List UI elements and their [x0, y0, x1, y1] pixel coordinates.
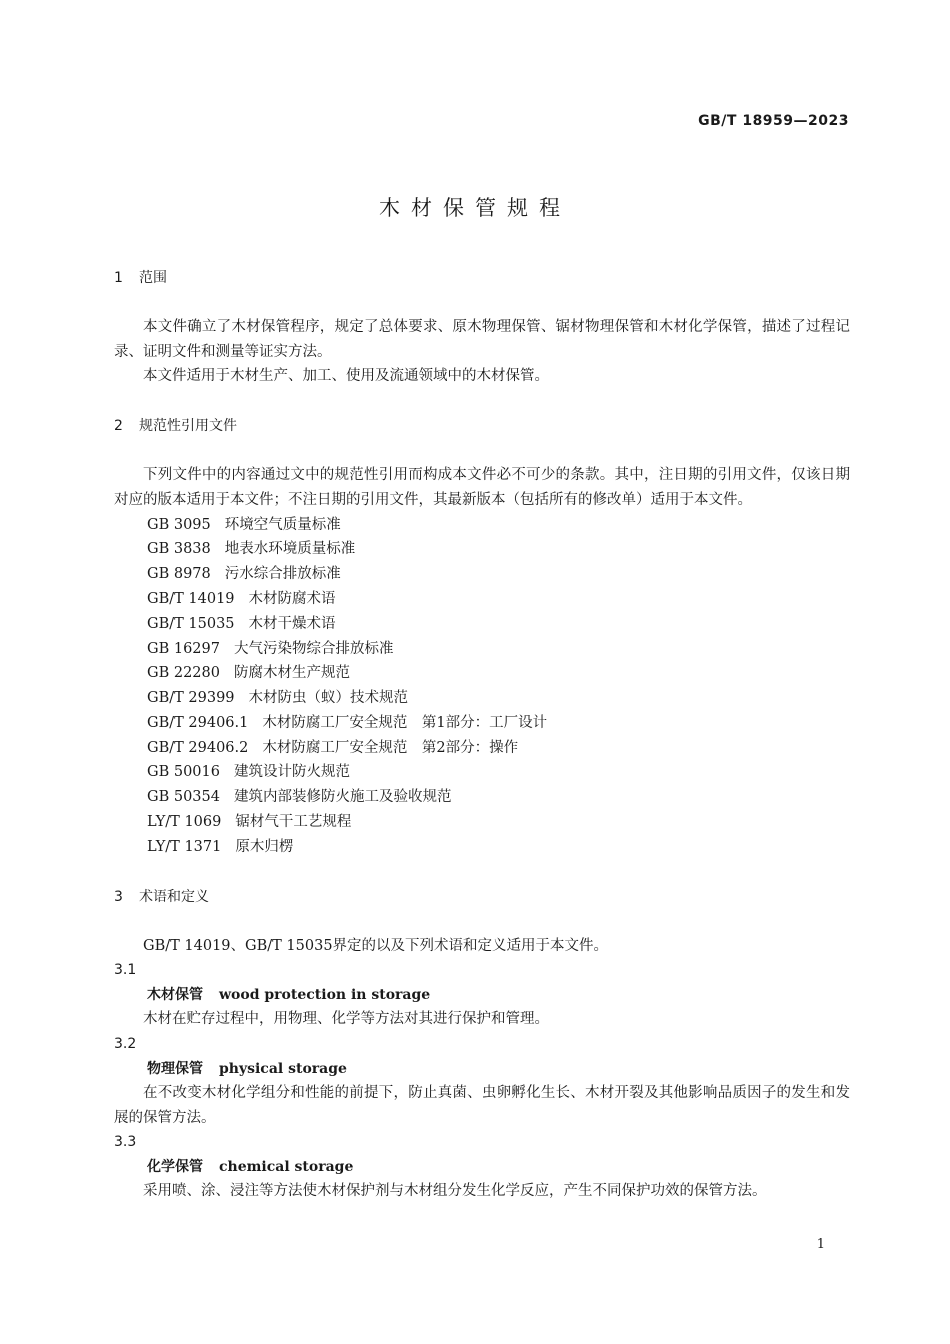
term-heading: [114, 983, 850, 1008]
term-definition: 在不改变木材化学组分和性能的前提下，防止真菌、虫卵孵化生长、木材开裂及其他影响品质因子的发生和发展的保管方法。: [114, 1085, 850, 1126]
standard-number: GB/T 18959—2023: [698, 113, 849, 129]
term-heading: [114, 1057, 850, 1082]
reference-title: 建筑内部装修防火施工及验收规范: [233, 789, 452, 806]
document-title: 木材保管规程: [379, 196, 571, 220]
reference-title: 污水综合排放标准: [224, 566, 341, 583]
page-number: 1: [816, 1237, 825, 1252]
reference-code: GB/T 29399: [147, 690, 235, 707]
term-number: 3.1: [114, 962, 137, 979]
reference-item: [114, 612, 850, 637]
reference-code: LY/T 1371: [147, 838, 222, 855]
reference-code: GB 50016: [147, 764, 220, 781]
reference-item: [114, 587, 850, 612]
reference-code: GB 3838: [147, 541, 211, 558]
reference-title: 建筑设计防火规范: [233, 764, 350, 781]
references-intro: 下列文件中的内容通过文中的规范性引用而构成本文件必不可少的条款。其中，注日期的引用文件，仅该日期对应的版本适用于本文件；不注日期的引用文件，其最新版本（包括所有的修改单）适用于本文件。: [114, 467, 850, 508]
section-title: 术语和定义: [139, 888, 209, 905]
term-zh: 化学保管: [147, 1158, 203, 1175]
reference-code: GB/T 29406.2: [147, 739, 249, 756]
reference-item: [114, 736, 850, 761]
reference-code: GB 3095: [147, 516, 211, 533]
section-heading-terms: [114, 884, 850, 910]
reference-code: GB 16297: [147, 640, 220, 657]
reference-item: [114, 537, 850, 562]
section-heading-scope: [114, 265, 850, 291]
term-zh: 物理保管: [147, 1060, 203, 1077]
section-heading-references: [114, 413, 850, 439]
reference-code: GB/T 14019: [147, 590, 235, 607]
reference-code: GB/T 29406.1: [147, 714, 249, 731]
reference-item: [114, 711, 850, 736]
term-number: 3.3: [114, 1134, 137, 1151]
reference-title: 木材防腐工厂安全规范 第2部分：操作: [262, 739, 519, 756]
term-number: 3.2: [114, 1036, 137, 1053]
reference-item: [114, 513, 850, 538]
section-number: 3: [114, 888, 123, 905]
reference-title: 大气污染物综合排放标准: [233, 640, 394, 657]
reference-title: 环境空气质量标准: [224, 516, 341, 533]
section-title: 规范性引用文件: [139, 418, 237, 435]
reference-item: [114, 810, 850, 835]
document-body: [114, 265, 850, 1204]
reference-code: LY/T 1069: [147, 814, 222, 831]
reference-code: GB 22280: [147, 665, 220, 682]
terms-intro: GB/T 14019、GB/T 15035界定的以及下列术语和定义适用于本文件。: [143, 937, 609, 954]
term-heading: [114, 1155, 850, 1180]
reference-item: [114, 835, 850, 860]
reference-title: 木材防虫（蚁）技术规范: [248, 690, 409, 707]
section-number: 1: [114, 270, 123, 286]
reference-item: [114, 637, 850, 662]
reference-title: 原木归楞: [235, 838, 294, 855]
reference-item: [114, 661, 850, 686]
term-zh: 木材保管: [147, 986, 203, 1003]
reference-code: GB/T 15035: [147, 615, 235, 632]
reference-item: [114, 686, 850, 711]
reference-code: GB 8978: [147, 566, 211, 583]
reference-item: [114, 562, 850, 587]
scope-paragraph: 本文件确立了木材保管程序，规定了总体要求、原木物理保管、锯材物理保管和木材化学保管，描述了过程记录、证明文件和测量等证实方法。: [114, 319, 850, 360]
reference-title: 木材防腐工厂安全规范 第1部分：工厂设计: [262, 714, 548, 731]
term-definition: 木材在贮存过程中，用物理、化学等方法对其进行保护和管理。: [143, 1011, 549, 1028]
section-title: 范围: [139, 270, 167, 286]
reference-code: GB 50354: [147, 789, 220, 806]
reference-item: [114, 760, 850, 785]
reference-item: [114, 785, 850, 810]
term-en: physical storage: [219, 1060, 347, 1077]
term-en: chemical storage: [219, 1158, 354, 1175]
section-number: 2: [114, 418, 123, 435]
reference-title: 木材防腐术语: [248, 590, 336, 607]
reference-title: 地表水环境质量标准: [224, 541, 356, 558]
term-en: wood protection in storage: [219, 986, 431, 1003]
reference-title: 木材干燥术语: [248, 615, 336, 632]
reference-title: 防腐木材生产规范: [233, 665, 350, 682]
term-definition: 采用喷、涂、浸注等方法使木材保护剂与木材组分发生化学反应，产生不同保护功效的保管方法。: [143, 1183, 767, 1200]
reference-title: 锯材气干工艺规程: [235, 814, 352, 831]
scope-paragraph: 本文件适用于木材生产、加工、使用及流通领域中的木材保管。: [143, 368, 549, 385]
